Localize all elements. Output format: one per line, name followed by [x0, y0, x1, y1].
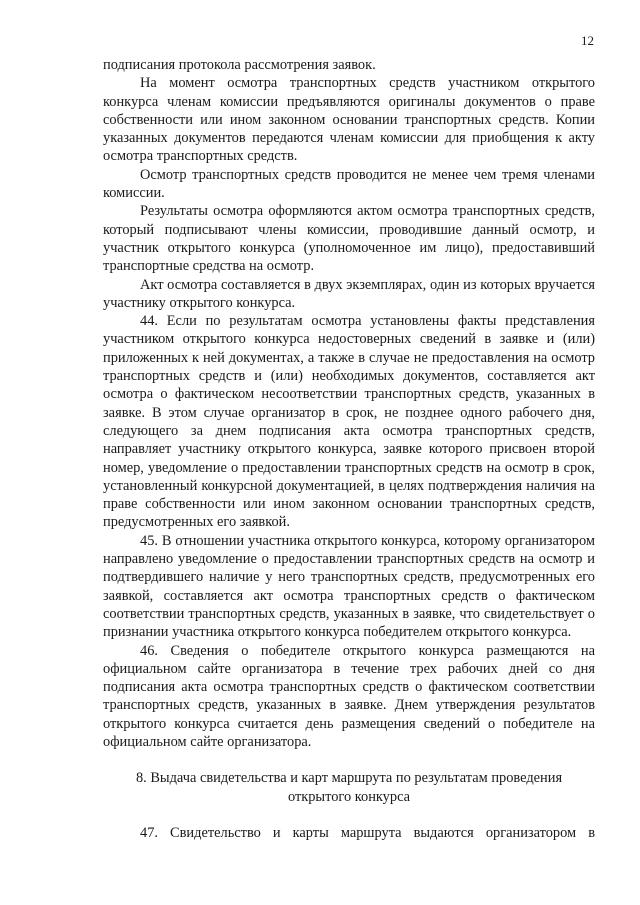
paragraph-clause-44: 44. Если по результатам осмотра установлены факты представления участником открытого конкурса недостоверных сведений в заявке и (или) приложенных к ней документах, а также в случае не предоставления на осмотр транспортных средств и (или) необходимых документов, составляется акт осмотра о фактическом несоответствии транспортных средств, указанных в заявке. В этом случае организатор в срок, не позднее одного рабочего дня, следующего за днем подписания акта осмотра транспортных средств, направляет участнику открытого конкурса, заявке которого присвоен второй номер, уведомление о предоставлении транспортных средств на осмотр в срок, установленный конкурсной документацией, в целях подтверждения наличия на праве собственности или ином законном основании транспортных средств, предусмотренных его заявкой.: [103, 313, 595, 531]
section-heading-line-1: 8. Выдача свидетельства и карт маршрута по результатам проведения: [135, 770, 563, 786]
paragraph-clause-47: 47. Свидетельство и карты маршрута выдаются организатором в: [140, 825, 595, 841]
body-text: [103, 56, 595, 751]
paragraph-inspection-documents: На момент осмотра транспортных средств участником открытого конкурса членам комиссии предъявляются оригиналы документов о праве собственности или ином законном основании транспортных средств. Копии указанных документов передаются членам комиссии для приобщения к акту осмотра транспортных средств.: [103, 75, 595, 165]
paragraph-clause-46: 46. Сведения о победителе открытого конкурса размещаются на официальном сайте организатора в течение трех рабочих дней со дня подписания акта осмотра транспортных средств о фактическом соответствии транспортных средств, указанных в заявке. Днем утверждения результатов открытого конкурса считается день размещения сведений о победителе на официальном сайте организатора.: [103, 642, 595, 750]
section-heading-line-2: открытого конкурса: [287, 789, 411, 805]
section-heading: [103, 769, 595, 807]
page-number: 12: [581, 33, 594, 48]
paragraph-inspection-members: Осмотр транспортных средств проводится не менее чем тремя членами комиссии.: [103, 166, 595, 202]
paragraph-clause-45: 45. В отношении участника открытого конкурса, которому организатором направлено уведомление о предоставлении транспортных средств на осмотр и подтвердившего наличие у него транспортных средств, предусмотренных его заявкой, составляется акт осмотра транспортных средств о фактическом соответствии транспортных средств, указанных в заявке, что свидетельствует о признании участника открытого конкурса победителем открытого конкурса.: [103, 532, 595, 641]
paragraph-continuation: подписания протокола рассмотрения заявок.: [103, 57, 376, 73]
paragraph-inspection-act-copies: Акт осмотра составляется в двух экземплярах, один из которых вручается участнику открытого конкурса.: [103, 276, 595, 311]
paragraph-inspection-results: Результаты осмотра оформляются актом осмотра транспортных средств, который подписывают члены комиссии, проводившие данный осмотр, и участник открытого конкурса (уполномоченное им лицо), предоставивший транспортные средства на осмотр.: [103, 203, 595, 275]
